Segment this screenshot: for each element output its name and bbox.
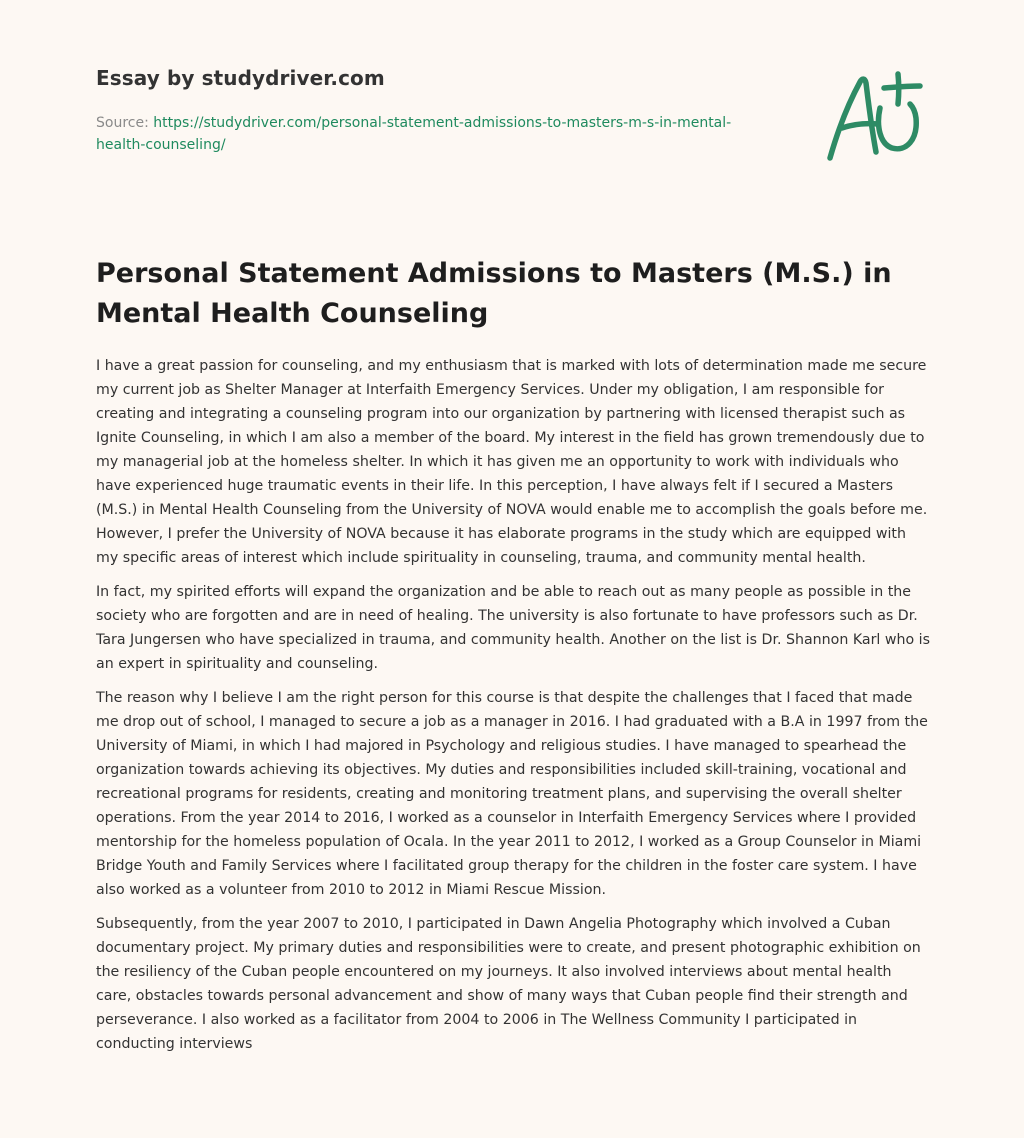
essay-title: Personal Statement Admissions to Masters (M.S.) in Mental Health Counseling [96,258,892,329]
essay-paragraph-3: The reason why I believe I am the right person for this course is that despite the challenges that I faced that made me drop out of school, I managed to secure a job as a manager in 2016. I had graduated with a B.A in 1997 from the University of Miami, in which I had majored in Psychology and religious studies. I have managed to spearhead the organization towards achieving its objectives. My duties and responsibilities included skill-training, vocational and recreational programs for residents, creating and monitoring treatment plans, and supervising the overall shelter operations. From the year 2014 to 2016, I worked as a counselor in Interfaith Emergency Services where I provided mentorship for the homeless population of Ocala. In the year 2011 to 2012, I worked as a Group Counselor in Miami Bridge Youth and Family Services where I facilitated group therapy for the children in the foster care system. I have also worked as a volunteer from 2010 to 2012 in Miami Rescue Mission. [96,690,928,898]
site-title: Essay by studydriver.com [96,66,385,90]
source-line [96,112,736,156]
essay-body [96,354,930,1066]
essay-paragraph-1: I have a great passion for counseling, and my enthusiasm that is marked with lots of determination made me secure my current job as Shelter Manager at Interfaith Emergency Services. Under my obligation, I am responsible for creating and integrating a counseling program into our organization by partnering with licensed therapist such as Ignite Counseling, in which I am also a member of the board. My interest in the field has grown tremendously due to my managerial job at the homeless shelter. In which it has given me an opportunity to work with individuals who have experienced huge traumatic events in their life. In this perception, I have always felt if I secured a Masters (M.S.) in Mental Health Counseling from the University of NOVA would enable me to accomplish the goals before me. However, I prefer the University of NOVA because it has elaborate programs in the study which are equipped with my specific areas of interest which include spirituality in counseling, trauma, and community mental health. [96,358,928,566]
source-label: Source: [96,115,154,131]
essay-paragraph-2: In fact, my spirited efforts will expand the organization and be able to reach out as many people as possible in the society who are forgotten and are in need of healing. The university is also fortunate to have professors such as Dr. Tara Jungersen who have specialized in trauma, and community health. Another on the list is Dr. Shannon Karl who is an expert in spirituality and counseling. [96,584,931,672]
essay-paragraph-4: Subsequently, from the year 2007 to 2010, I participated in Dawn Angelia Photography which involved a Cuban documentary project. My primary duties and responsibilities were to create, and present photographic exhibition on the resiliency of the Cuban people encountered on my journeys. It also involved interviews about mental health care, obstacles towards personal advancement and show of many ways that Cuban people find their strength and perseverance. I also worked as a facilitator from 2004 to 2006 in The Wellness Community I participated in conducting interviews [96,916,921,1052]
a-plus-logo [820,68,930,168]
a-plus-logo-icon [820,68,930,168]
source-link[interactable]: https://studydriver.com/personal-statement-admissions-to-masters-m-s-in-mental-health-counseling/ [96,115,732,153]
